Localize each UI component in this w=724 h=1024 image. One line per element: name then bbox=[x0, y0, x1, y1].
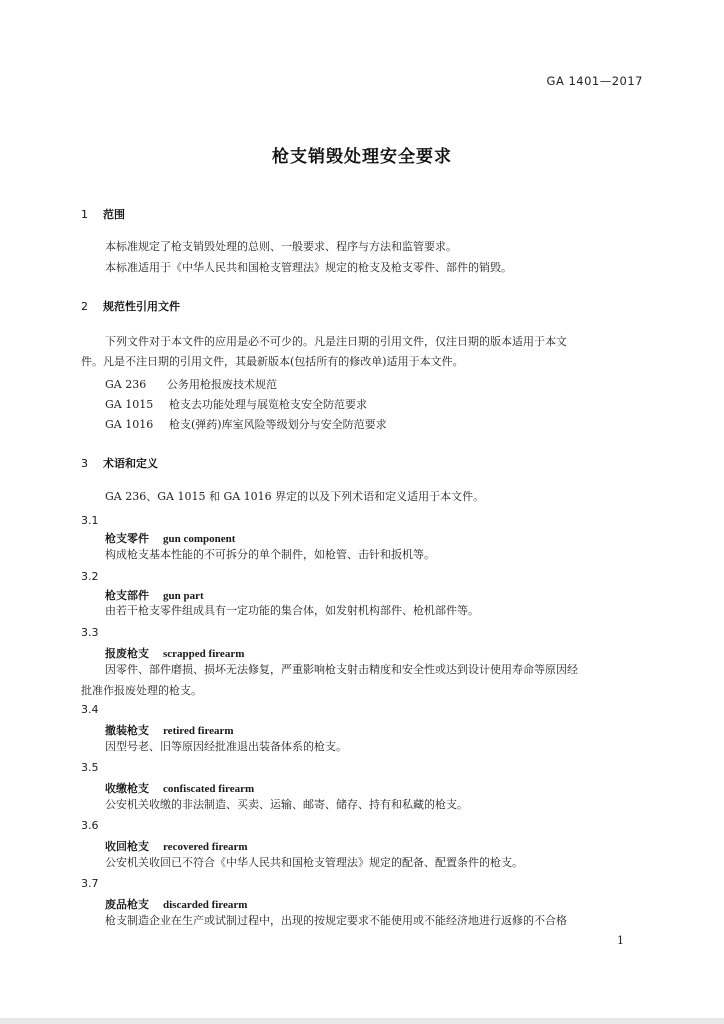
term-definition: 公安机关收回已不符合《中华人民共和国枪支管理法》规定的配备、配置条件的枪支。 bbox=[105, 856, 523, 869]
term-definition: 因零件、部件磨损、损坏无法修复，严重影响枪支射击精度和安全性或达到设计使用寿命等原因经 bbox=[105, 663, 578, 676]
term-entry bbox=[105, 722, 234, 738]
reference-item bbox=[105, 396, 367, 412]
clause-number: 3.4 bbox=[81, 703, 99, 716]
reference-item bbox=[105, 376, 277, 392]
clause-number: 3.3 bbox=[81, 626, 99, 639]
term-chinese: 撤装枪支 bbox=[105, 724, 149, 737]
term-chinese: 收缴枪支 bbox=[105, 782, 149, 795]
term-chinese: 枪支部件 bbox=[105, 589, 149, 602]
clause-number: 3.5 bbox=[81, 761, 99, 774]
term-entry bbox=[105, 780, 254, 796]
term-english: discarded firearm bbox=[163, 899, 248, 911]
section-number: 2 bbox=[81, 300, 88, 313]
term-english: gun component bbox=[163, 533, 236, 545]
section-title: 范围 bbox=[103, 208, 125, 221]
reference-item bbox=[105, 416, 387, 432]
paragraph: GA 236、GA 1015 和 GA 1016 界定的以及下列术语和定义适用于本文件。 bbox=[105, 490, 485, 503]
reference-code: GA 1015 bbox=[105, 398, 154, 411]
section-title: 术语和定义 bbox=[103, 457, 158, 470]
paragraph: 本标准适用于《中华人民共和国枪支管理法》规定的枪支及枪支零件、部件的销毁。 bbox=[105, 261, 512, 274]
document-title: 枪支销毁处理安全要求 bbox=[272, 147, 452, 167]
term-english: recovered firearm bbox=[163, 841, 248, 853]
reference-title: 枪支(弹药)库室风险等级划分与安全防范要求 bbox=[169, 418, 387, 431]
section-1-heading bbox=[81, 206, 125, 222]
section-number: 3 bbox=[81, 457, 88, 470]
term-chinese: 报废枪支 bbox=[105, 647, 149, 660]
term-chinese: 收回枪支 bbox=[105, 840, 149, 853]
paragraph-continuation: 件。凡是不注日期的引用文件，其最新版本(包括所有的修改单)适用于本文件。 bbox=[81, 355, 464, 368]
paragraph: 下列文件对于本文件的应用是必不可少的。凡是注日期的引用文件，仅注日期的版本适用于本文 bbox=[105, 335, 567, 348]
term-english: retired firearm bbox=[163, 725, 234, 737]
term-entry bbox=[105, 645, 244, 661]
clause-number: 3.1 bbox=[81, 514, 99, 527]
term-definition-continuation: 批准作报废处理的枪支。 bbox=[81, 684, 202, 697]
reference-code: GA 1016 bbox=[105, 418, 154, 431]
term-definition: 因型号老、旧等原因经批准退出装备体系的枪支。 bbox=[105, 740, 347, 753]
page-bottom-edge bbox=[0, 1018, 724, 1024]
reference-title: 公务用枪报废技术规范 bbox=[167, 378, 277, 391]
term-english: gun part bbox=[163, 590, 204, 602]
term-definition: 由若干枪支零件组成具有一定功能的集合体，如发射机构部件、枪机部件等。 bbox=[105, 604, 479, 617]
term-chinese: 枪支零件 bbox=[105, 532, 149, 545]
reference-title: 枪支去功能处理与展览枪支安全防范要求 bbox=[169, 398, 367, 411]
standard-code: GA 1401—2017 bbox=[546, 74, 643, 88]
clause-number: 3.2 bbox=[81, 570, 99, 583]
section-2-heading bbox=[81, 298, 180, 314]
section-3-heading bbox=[81, 455, 158, 471]
term-chinese: 废品枪支 bbox=[105, 898, 149, 911]
term-definition: 枪支制造企业在生产或试制过程中，出现的按规定要求不能使用或不能经济地进行返修的不合格 bbox=[105, 914, 567, 927]
page-number: 1 bbox=[617, 934, 624, 947]
term-definition: 构成枪支基本性能的不可拆分的单个制件，如枪管、击针和扳机等。 bbox=[105, 548, 435, 561]
paragraph: 本标准规定了枪支销毁处理的总则、一般要求、程序与方法和监管要求。 bbox=[105, 240, 457, 253]
section-number: 1 bbox=[81, 208, 88, 221]
clause-number: 3.6 bbox=[81, 819, 99, 832]
term-entry bbox=[105, 838, 248, 854]
term-english: scrapped firearm bbox=[163, 648, 245, 660]
section-title: 规范性引用文件 bbox=[103, 300, 180, 313]
term-entry bbox=[105, 530, 235, 546]
term-definition: 公安机关收缴的非法制造、买卖、运输、邮寄、储存、持有和私藏的枪支。 bbox=[105, 798, 468, 811]
clause-number: 3.7 bbox=[81, 877, 99, 890]
reference-code: GA 236 bbox=[105, 378, 147, 391]
term-english: confiscated firearm bbox=[163, 783, 255, 795]
term-entry bbox=[105, 896, 247, 912]
